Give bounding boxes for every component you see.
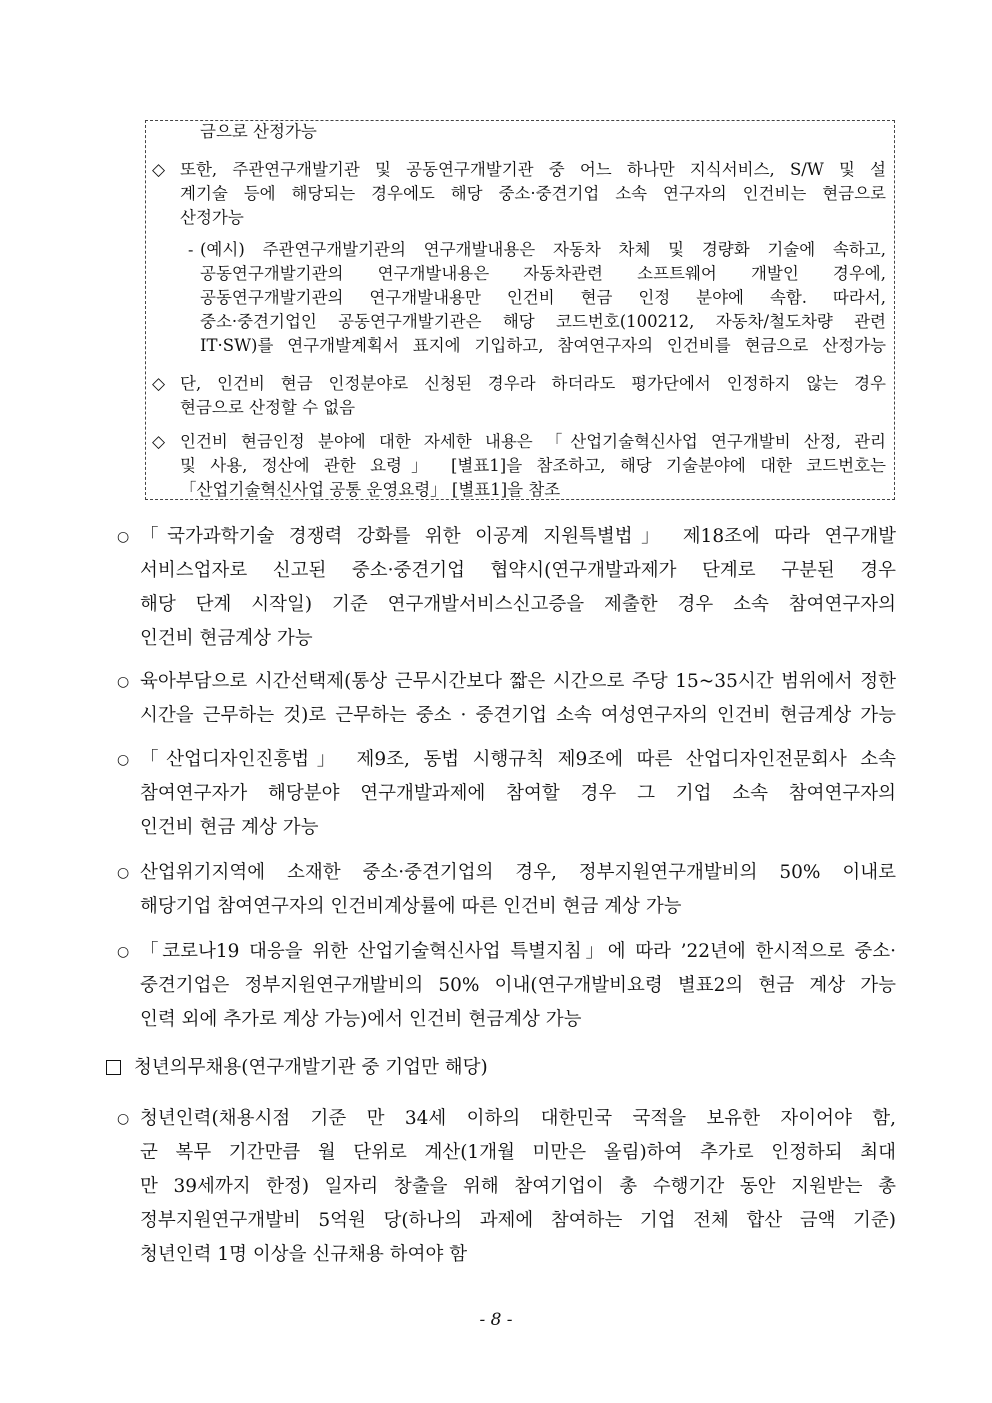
bullet3-line-1: 「산업디자인진흥법」 제9조, 동법 시행규칙 제9조에 따른 산업디자인전문회사 소속 [140,749,896,770]
note-continuation: 금으로 산정가능 [200,122,317,141]
note1-line-2: 계기술 등에 해당되는 경우에도 해당 중소·중견기업 소속 연구자의 인건비는 현금으로 [180,184,886,203]
bullet1-line-3: 해당 단계 시작일) 기준 연구개발서비스신고증을 제출한 경우 소속 참여연구자의 [140,594,896,615]
bullet3-line-2: 참여연구자가 해당분야 연구개발과제에 참여할 경우 그 기업 소속 참여연구자의 [140,783,896,804]
diamond-icon: ◇ [152,374,166,394]
example-line-2: 공동연구개발기관의 연구개발내용은 자동차관련 소프트웨어 개발인 경우에, [200,264,886,283]
note1-line-3: 산정가능 [180,208,244,227]
bullet3-line-3: 인건비 현금 계상 가능 [140,817,319,838]
section-bullet-line-4: 정부지원연구개발비 5억원 당(하나의 과제에 참여하는 기업 전체 합산 금액 기준) [140,1210,896,1231]
bullet-marker: ○ [117,865,130,881]
bullet-marker: ○ [117,529,130,545]
section-bullet-line-5: 청년인력 1명 이상을 신규채용 하여야 함 [140,1244,468,1265]
bullet2-line-2: 시간을 근무하는 것)로 근무하는 중소 · 중견기업 소속 여성연구자의 인건비 현금계상 가능 [140,705,896,726]
section-bullet-line-1: 청년인력(채용시점 기준 만 34세 이하의 대한민국 국적을 보유한 자이어야 함, [140,1108,896,1129]
page-number: - 8 - [479,1310,513,1330]
bullet-marker: ○ [117,944,130,960]
bullet1-line-4: 인건비 현금계상 가능 [140,628,313,649]
note3-line-1: 인건비 현금인정 분야에 대한 자세한 내용은 「산업기술혁신사업 연구개발비 산정, 관리 [180,432,886,451]
section-bullet-line-2: 군 복무 기간만큼 월 단위로 계산(1개월 미만은 올림)하여 추가로 인정하되 최대 [140,1142,896,1163]
section-bullet-line-3: 만 39세까지 한정) 일자리 창출을 위해 참여기업이 총 수행기간 동안 지원받는 총 [140,1176,896,1197]
bullet5-line-2: 중견기업은 정부지원연구개발비의 50% 이내(연구개발비요령 별표2의 현금 계상 가능 [140,975,896,996]
bullet4-line-1: 산업위기지역에 소재한 중소·중견기업의 경우, 정부지원연구개발비의 50% 이내로 [140,862,896,883]
bullet2-line-1: 육아부담으로 시간선택제(통상 근무시간보다 짧은 시간으로 주당 15~35시간 범위에서 정한 [140,671,896,692]
example-line-5: IT·SW)를 연구개발계획서 표지에 기입하고, 참여연구자의 인건비를 현금으로 산정가능 [200,336,886,355]
bullet-marker: ○ [117,1111,130,1127]
example-line-4: 중소·중견기업인 공동연구개발기관은 해당 코드번호(100212, 자동차/철도차량 관련 [200,312,886,331]
bullet-marker: ○ [117,752,130,768]
bullet1-line-1: 「국가과학기술 경쟁력 강화를 위한 이공계 지원특별법」 제18조에 따라 연구개발 [140,526,896,547]
note3-line-2: 및 사용, 정산에 관한 요령」 [별표1]을 참조하고, 해당 기술분야에 대한 코드번호는 [180,456,886,475]
note1-line-1: 또한, 주관연구개발기관 및 공동연구개발기관 중 어느 하나만 지식서비스, S/W 및 설 [180,160,886,179]
diamond-icon: ◇ [152,432,166,452]
section-heading: 청년의무채용(연구개발기관 중 기업만 해당) [134,1057,488,1078]
bullet5-line-1: 「코로나19 대응을 위한 산업기술혁신사업 특별지침」에 따라 ’22년에 한시적으로 중소· [140,941,896,962]
bullet5-line-3: 인력 외에 추가로 계상 가능)에서 인건비 현금계상 가능 [140,1009,582,1030]
bullet1-line-2: 서비스업자로 신고된 중소·중견기업 협약시(연구개발과제가 단계로 구분된 경우 [140,560,896,581]
dash-marker: - [188,240,194,259]
example-line-3: 공동연구개발기관의 연구개발내용만 인건비 현금 인정 분야에 속함. 따라서, [200,288,886,307]
bullet-marker: ○ [117,674,130,690]
diamond-icon: ◇ [152,160,166,180]
bullet4-line-2: 해당기업 참여연구자의 인건비계상률에 따른 인건비 현금 계상 가능 [140,896,682,917]
note3-line-3: 「산업기술혁신사업 공통 운영요령」 [별표1]을 참조 [180,480,561,499]
example-line-1: (예시) 주관연구개발기관의 연구개발내용은 자동차 차체 및 경량화 기술에 속하고, [200,240,886,259]
checkbox-square-icon [106,1060,121,1075]
note2-line-2: 현금으로 산정할 수 없음 [180,398,356,417]
note2-line-1: 단, 인건비 현금 인정분야로 신청된 경우라 하더라도 평가단에서 인정하지 않는 경우 [180,374,886,393]
